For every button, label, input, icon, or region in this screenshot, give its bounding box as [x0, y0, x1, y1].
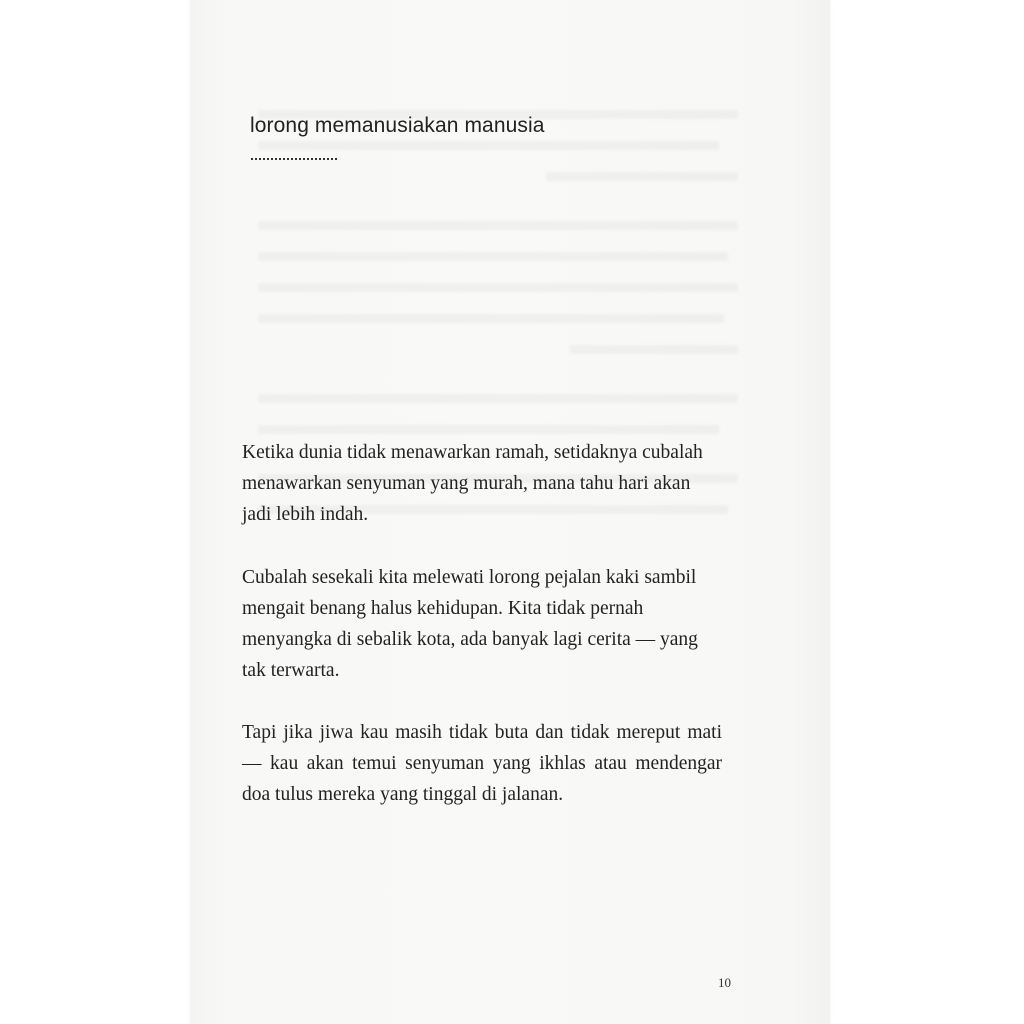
paragraph-3: Tapi jika jiwa kau masih tidak buta dan tidak mereput mati — kau akan temui senyuman yang ikhlas atau mendengar doa tulus mereka yang tinggal di jalanan. — [242, 722, 722, 805]
title-dotted-underline — [251, 158, 337, 160]
paragraph-2: Cubalah sesekali kita melewati lorong pejalan kaki sambil mengait benang halus kehidupan. Kita tidak pernah menyangka di sebalik kota, ada banyak lagi cerita — yang tak terwarta. — [242, 567, 698, 681]
paragraph-1: Ketika dunia tidak menawarkan ramah, setidaknya cubalah menawarkan senyuman yang murah, mana tahu hari akan jadi lebih indah. — [242, 442, 703, 525]
page-number: 10 — [718, 975, 731, 990]
chapter-title: lorong memanusiakan manusia — [250, 114, 545, 137]
